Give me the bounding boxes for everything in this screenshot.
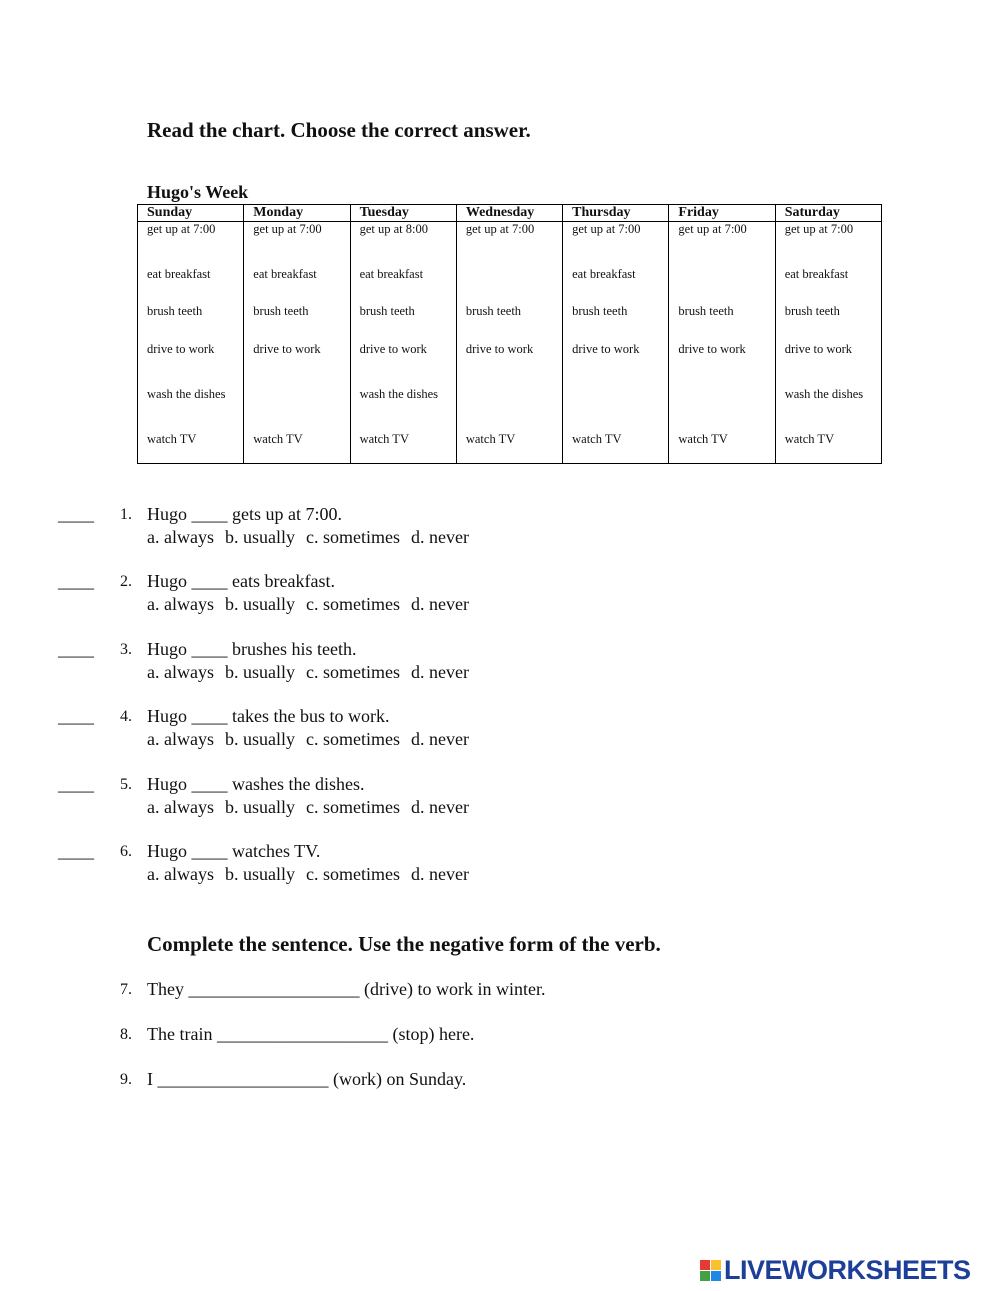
day-activities — [360, 222, 456, 462]
activity: brush teeth — [784, 304, 840, 318]
activity: wash the dishes — [359, 387, 439, 401]
instruction-part2: Complete the sentence. Use the negative form of the verb. — [147, 932, 661, 956]
activity: eat breakfast — [253, 267, 317, 281]
answer-options — [147, 864, 480, 885]
activity: drive to work — [147, 342, 215, 356]
liveworksheets-logo — [700, 1255, 971, 1285]
question-number: 4. — [120, 708, 132, 725]
activity: watch TV — [784, 432, 835, 446]
option-a[interactable]: a. always — [147, 662, 214, 682]
day-activities — [785, 222, 881, 462]
option-c[interactable]: c. sometimes — [305, 864, 400, 884]
activity: eat breakfast — [147, 267, 211, 281]
question-stem: Hugo ____ takes the bus to work. — [147, 706, 390, 726]
logo-square-yellow — [711, 1260, 721, 1270]
option-a[interactable]: a. always — [147, 729, 214, 749]
option-a[interactable]: a. always — [147, 527, 214, 547]
question-number: 3. — [120, 641, 132, 658]
activity: drive to work — [359, 342, 427, 356]
option-b[interactable]: b. usually — [224, 729, 295, 749]
day-header-tuesday: Tuesday — [350, 205, 456, 222]
activity: brush teeth — [678, 304, 734, 318]
activity: drive to work — [465, 342, 534, 356]
question-number: 6. — [120, 843, 132, 860]
activity: wash the dishes — [784, 387, 864, 401]
day-activities — [253, 222, 349, 462]
day-column-wednesday — [456, 222, 562, 464]
answer-blank[interactable]: ____ — [58, 571, 94, 591]
sentence-text[interactable]: The train ___________________ (stop) here. — [147, 1024, 475, 1044]
day-header-thursday: Thursday — [563, 205, 669, 222]
option-d[interactable]: d. never — [410, 797, 469, 817]
activity: eat breakfast — [784, 267, 849, 281]
question-number: 2. — [120, 573, 132, 590]
answer-options — [147, 729, 480, 750]
day-header-monday: Monday — [244, 205, 350, 222]
answer-blank[interactable]: ____ — [58, 504, 94, 524]
activity: drive to work — [784, 342, 853, 356]
question-stem: Hugo ____ gets up at 7:00. — [147, 504, 342, 524]
day-activities — [572, 222, 668, 462]
activity: wash the dishes — [147, 387, 226, 401]
option-c[interactable]: c. sometimes — [305, 729, 400, 749]
question-stem: Hugo ____ brushes his teeth. — [147, 639, 357, 659]
question-number: 5. — [120, 776, 132, 793]
logo-mark-icon — [700, 1260, 721, 1281]
option-a[interactable]: a. always — [147, 864, 214, 884]
day-header-saturday: Saturday — [775, 205, 881, 222]
activity: get up at 7:00 — [678, 222, 747, 236]
day-header-wednesday: Wednesday — [456, 205, 562, 222]
answer-options — [147, 594, 480, 615]
option-d[interactable]: d. never — [410, 662, 469, 682]
instruction-part1: Read the chart. Choose the correct answer. — [147, 118, 531, 142]
answer-blank[interactable]: ____ — [58, 774, 94, 794]
activity: brush teeth — [359, 304, 415, 318]
activity: drive to work — [253, 342, 321, 356]
answer-blank[interactable]: ____ — [58, 706, 94, 726]
option-d[interactable]: d. never — [410, 729, 469, 749]
day-header-friday: Friday — [669, 205, 775, 222]
activity: watch TV — [253, 432, 303, 446]
sentence-text[interactable]: They ___________________ (drive) to work in winter. — [147, 979, 546, 999]
option-d[interactable]: d. never — [410, 527, 469, 547]
day-activities — [678, 222, 774, 462]
activity: brush teeth — [147, 304, 203, 318]
logo-square-blue — [711, 1271, 721, 1281]
activity: watch TV — [465, 432, 516, 446]
answer-blank[interactable]: ____ — [58, 639, 94, 659]
option-c[interactable]: c. sometimes — [305, 797, 400, 817]
weekly-chart — [137, 204, 882, 464]
question-stem: Hugo ____ eats breakfast. — [147, 571, 335, 591]
sentence-number: 9. — [120, 1071, 132, 1088]
question-number: 1. — [120, 506, 132, 523]
activity: get up at 7:00 — [147, 222, 216, 236]
answer-options — [147, 797, 480, 818]
activity: get up at 8:00 — [359, 222, 428, 236]
activity: drive to work — [572, 342, 640, 356]
day-header-sunday: Sunday — [138, 205, 244, 222]
activity: drive to work — [678, 342, 746, 356]
question-stem: Hugo ____ washes the dishes. — [147, 774, 365, 794]
activity: brush teeth — [572, 304, 628, 318]
sentence-number: 8. — [120, 1026, 132, 1043]
chart-title: Hugo's Week — [147, 182, 249, 202]
option-c[interactable]: c. sometimes — [305, 594, 400, 614]
option-b[interactable]: b. usually — [224, 797, 295, 817]
day-column-sunday — [138, 222, 244, 464]
activity: get up at 7:00 — [465, 222, 535, 236]
logo-square-red — [700, 1260, 710, 1270]
day-column-tuesday — [350, 222, 456, 464]
logo-text: LIVEWORKSHEETS — [724, 1254, 971, 1285]
answer-options — [147, 662, 480, 683]
sentence-text[interactable]: I ___________________ (work) on Sunday. — [147, 1069, 467, 1089]
option-d[interactable]: d. never — [410, 594, 469, 614]
day-activities — [466, 222, 562, 462]
logo-square-green — [700, 1271, 710, 1281]
activity: watch TV — [359, 432, 409, 446]
activity: watch TV — [678, 432, 728, 446]
activity: eat breakfast — [359, 267, 424, 281]
question-stem: Hugo ____ watches TV. — [147, 841, 321, 861]
option-b[interactable]: b. usually — [224, 662, 295, 682]
activity: watch TV — [147, 432, 197, 446]
answer-blank[interactable]: ____ — [58, 841, 94, 861]
day-column-friday — [669, 222, 775, 464]
activity: get up at 7:00 — [784, 222, 854, 236]
option-a[interactable]: a. always — [147, 594, 214, 614]
day-activities — [147, 222, 243, 462]
option-a[interactable]: a. always — [147, 797, 214, 817]
answer-options — [147, 527, 480, 548]
day-column-thursday — [563, 222, 669, 464]
activity: brush teeth — [253, 304, 309, 318]
option-c[interactable]: c. sometimes — [305, 662, 400, 682]
option-d[interactable]: d. never — [410, 864, 469, 884]
sentence-number: 7. — [120, 981, 132, 998]
day-column-monday — [244, 222, 350, 464]
option-b[interactable]: b. usually — [224, 527, 295, 547]
chart-header-row — [138, 205, 882, 222]
activity: brush teeth — [465, 304, 522, 318]
activity: get up at 7:00 — [572, 222, 641, 236]
day-column-saturday — [775, 222, 881, 464]
activity: get up at 7:00 — [253, 222, 322, 236]
activity: watch TV — [572, 432, 622, 446]
chart-body-row — [138, 222, 882, 464]
activity: eat breakfast — [572, 267, 636, 281]
option-b[interactable]: b. usually — [224, 594, 295, 614]
option-b[interactable]: b. usually — [224, 864, 295, 884]
option-c[interactable]: c. sometimes — [305, 527, 400, 547]
